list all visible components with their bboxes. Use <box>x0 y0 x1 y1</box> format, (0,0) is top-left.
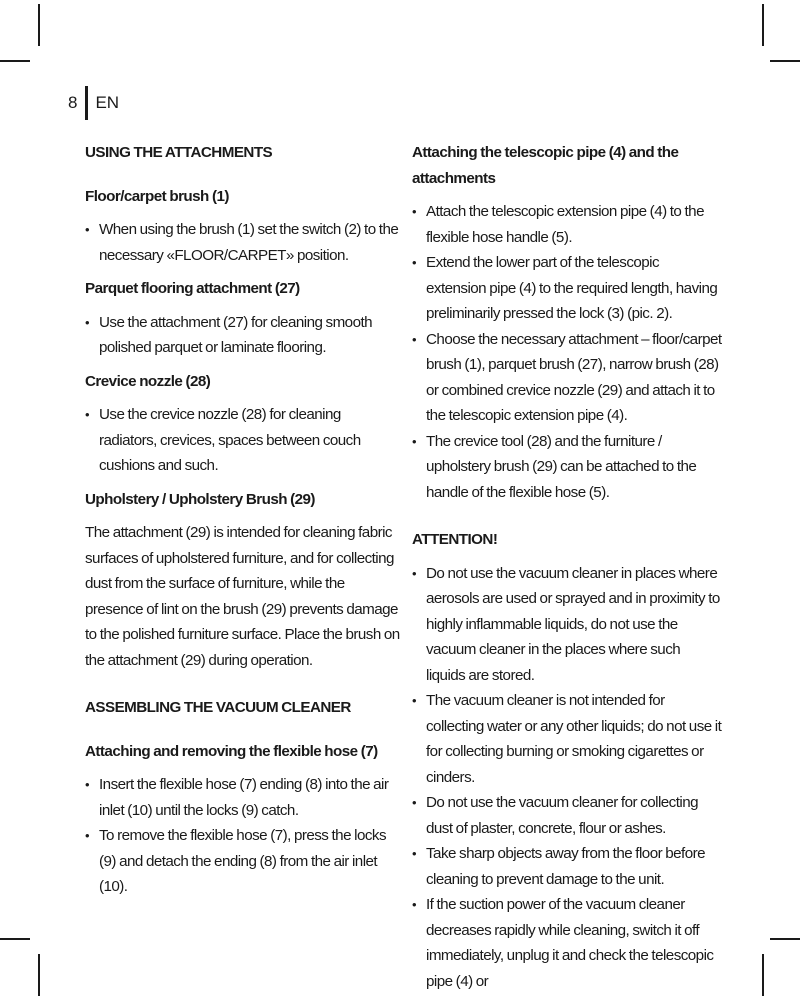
crevice-list <box>85 402 400 479</box>
list-item: • Insert the flexible hose (7) ending (8) into the air inlet (10) until the locks (9) catch. <box>85 772 400 823</box>
language-code: EN <box>95 93 120 112</box>
subsection-title-floor-brush: Floor/carpet brush (1) <box>85 187 229 205</box>
subsection-title-parquet: Parquet flooring attachment (27) <box>85 280 300 297</box>
parquet-list <box>85 310 400 361</box>
list-item: • Use the attachment (27) for cleaning smooth polished parquet or laminate flooring. <box>85 310 400 361</box>
right-column <box>412 140 722 994</box>
list-item: • Attach the telescopic extension pipe (4) to the flexible hose handle (5). <box>412 199 722 250</box>
hose-list <box>85 772 400 900</box>
subsection-title-hose: Attaching and removing the flexible hose (7) <box>85 742 378 760</box>
section-title-using-attachments: USING THE ATTACHMENTS <box>85 144 273 161</box>
list-item: • Extend the lower part of the telescopic extension pipe (4) to the required length, having preliminarily pressed the lock (3) (pic. 2). <box>412 250 722 327</box>
list-item: • Take sharp objects away from the floor before cleaning to prevent damage to the unit. <box>412 841 722 892</box>
crop-mark <box>38 954 40 996</box>
list-item: • Choose the necessary attachment – floor/carpet brush (1), parquet brush (27), narrow brush (28) or combined crevice nozzle (29) and attach it to the telescopic extension pipe (4). <box>412 327 722 429</box>
pipe-list <box>412 199 722 505</box>
list-item: • When using the brush (1) set the switch (2) to the necessary «FLOOR/CARPET» position. <box>85 217 400 268</box>
list-item: • Do not use the vacuum cleaner in places where aerosols are used or sprayed and in proximity to highly inflammable liquids, do not use the vacuum cleaner in the places where such liquids are stored. <box>412 561 722 689</box>
subsection-title-upholstery: Upholstery / Upholstery Brush (29) <box>85 490 315 508</box>
subsection-title-telescopic-pipe: Attaching the telescopic pipe (4) and the attachments <box>412 144 679 187</box>
crop-mark <box>762 954 764 996</box>
left-column <box>85 140 400 900</box>
list-item: • Use the crevice nozzle (28) for cleaning radiators, crevices, spaces between couch cushions and such. <box>85 402 400 479</box>
upholstery-paragraph: The attachment (29) is intended for cleaning fabric surfaces of upholstered furniture, and for collecting dust from the surface of furniture, while the presence of lint on the brush (29) prevents damage to the polished furniture surface. Place the brush on the attachment (29) during operation. <box>85 524 400 669</box>
section-title-assembling: ASSEMBLING THE VACUUM CLEANER <box>85 699 351 716</box>
list-item: • Do not use the vacuum cleaner for collecting dust of plaster, concrete, flour or ashes. <box>412 790 722 841</box>
section-title-attention: ATTENTION! <box>412 531 498 548</box>
list-item: • To remove the flexible hose (7), press the locks (9) and detach the ending (8) from the air inlet (10). <box>85 823 400 900</box>
page-number: 8 <box>68 93 78 112</box>
crop-mark <box>0 60 30 62</box>
crop-mark <box>770 938 800 940</box>
list-item: • If the suction power of the vacuum cleaner decreases rapidly while cleaning, switch it off immediately, unplug it and check the telescopic pipe (4) or <box>412 892 722 994</box>
crop-mark <box>762 4 764 46</box>
page-header <box>68 90 119 116</box>
floor-brush-list <box>85 217 400 268</box>
list-item: • The crevice tool (28) and the furniture / upholstery brush (29) can be attached to the handle of the flexible hose (5). <box>412 429 722 506</box>
attention-list <box>412 561 722 995</box>
crop-mark <box>38 4 40 46</box>
subsection-title-crevice: Crevice nozzle (28) <box>85 372 211 390</box>
list-item: • The vacuum cleaner is not intended for collecting water or any other liquids; do not use it for collecting burning or smoking cigarettes or cinders. <box>412 688 722 790</box>
crop-mark <box>0 938 30 940</box>
header-divider <box>85 86 88 120</box>
crop-mark <box>770 60 800 62</box>
